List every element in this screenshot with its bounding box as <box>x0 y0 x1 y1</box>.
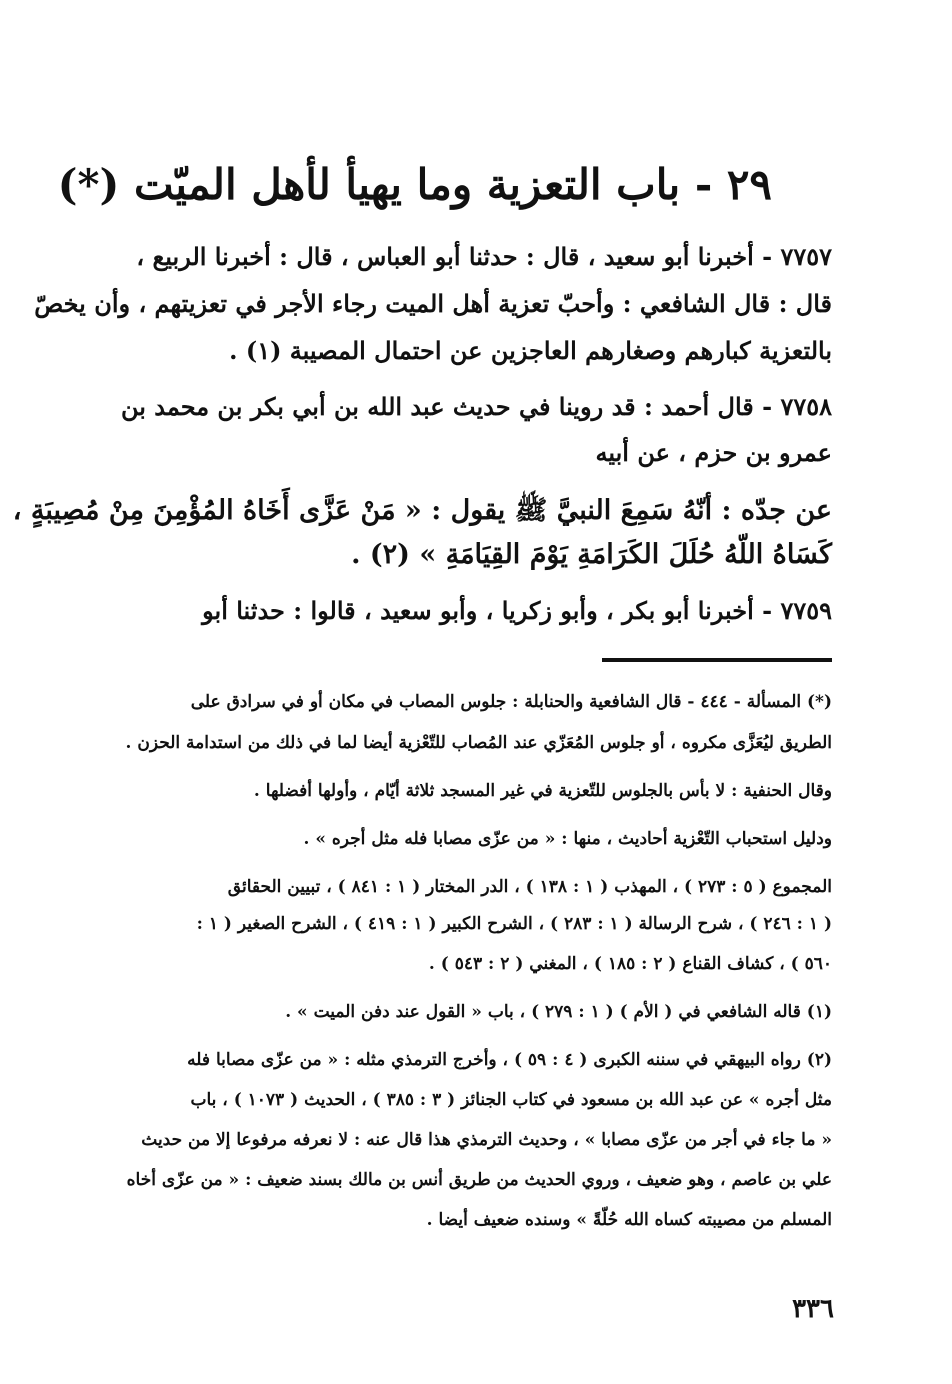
footnote-line-8: (١) قاله الشافعي في ( الأم ) ( ١ : ٢٧٩ ) ، باب « القول عند دفن الميت » . <box>285 1002 832 1022</box>
footnote-line-4: ودليل استحباب التّعْزية أحاديث ، منها : « من عزّى مصابا فله مثل أجره » . <box>303 829 832 849</box>
footnote-line-11: « ما جاء في أجر من عزّى مصابا » ، وحديث الترمذي هذا قال عنه : لا نعرفه مرفوعا إلا من حديث <box>141 1130 832 1150</box>
body-line-1: ٧٧٥٧ - أخبرنا أبو سعيد ، قال : حدثنا أبو العباس ، قال : أخبرنا الربيع ، <box>136 242 832 271</box>
chapter-title: ٢٩ - باب التعزية وما يهيأ لأهل الميّت (*) <box>57 160 772 209</box>
footnote-line-3: وقال الحنفية : لا بأس بالجلوس للتّعزية في غير المسجد ثلاثة أيّام ، وأولها أفضلها . <box>253 781 832 801</box>
footnote-line-5: المجموع ( ٥ : ٢٧٣ ) ، المهذب ( ١ : ١٣٨ ) ، الدر المختار ( ١ : ٨٤١ ) ، تبيين الحقائق <box>227 877 832 897</box>
footnote-line-9: (٢) رواه البيهقي في سننه الكبرى ( ٤ : ٥٩ ) ، وأخرج الترمذي مثله : « من عزّى مصابا فله <box>187 1050 832 1070</box>
body-line-5: عمرو بن حزم ، عن أبيه <box>595 438 832 467</box>
hadith-line-2: كَسَاهُ اللّهُ حُلَلَ الكَرَامَةِ يَوْمَ القِيَامَةِ » (٢) . <box>351 539 832 570</box>
footnote-line-13: المسلم من مصيبته كساه الله حُلّةً » وسنده ضعيف أيضا . <box>426 1210 832 1230</box>
footnote-line-2: الطريق ليُعَزَّى مكروه ، أو جلوس المُعَزّي عند المُصاب للتّعْزية أيضا لما في ذلك من استدامة الحزن . <box>125 733 832 753</box>
page-number: ٣٣٦ <box>792 1294 834 1324</box>
footnote-line-12: علي بن عاصم ، وهو ضعيف ، وروي الحديث من طريق أنس بن مالك بسند ضعيف : « من عزّى أخاه <box>126 1170 832 1190</box>
footnote-line-6: ( ١ : ٢٤٦ ) ، شرح الرسالة ( ١ : ٢٨٣ ) ، الشرح الكبير ( ١ : ٤١٩ ) ، الشرح الصغير ( ١ : <box>196 914 832 934</box>
footnote-line-1: (*) المسألة - ٤٤٤ - قال الشافعية والحنابلة : جلوس المصاب في مكان أو في سرادق على <box>190 692 832 712</box>
body-line-2: قال : قال الشافعي : وأحبّ تعزية أهل الميت رجاء الأجر في تعزيتهم ، وأن يخصّ <box>34 289 832 318</box>
body-line-8: ٧٧٥٩ - أخبرنا أبو بكر ، وأبو زكريا ، وأبو سعيد ، قالوا : حدثنا أبو <box>202 596 832 625</box>
footnote-divider <box>602 658 832 662</box>
body-line-4: ٧٧٥٨ - قال أحمد : قد روينا في حديث عبد الله بن أبي بكر بن محمد بن <box>120 392 832 421</box>
footnote-line-10: مثل أجره » عن عبد الله بن مسعود في كتاب الجنائز ( ٣ : ٣٨٥ ) ، الحديث ( ١٠٧٣ ) ، باب <box>190 1090 832 1110</box>
footnote-line-7: ٥٦٠ ) ، كشاف القناع ( ٢ : ١٨٥ ) ، المغني ( ٢ : ٥٤٣ ) . <box>428 954 832 974</box>
body-line-3: بالتعزية كبارهم وصغارهم العاجزين عن احتمال المصيبة (١) . <box>229 336 832 365</box>
hadith-line-1: عن جدّه : أنّهُ سَمِعَ النبيَّ ﷺ يقول : « مَنْ عَزَّى أَخَاهُ المُؤْمِنَ مِنْ مُصِيبَةٍ ، <box>12 495 832 526</box>
